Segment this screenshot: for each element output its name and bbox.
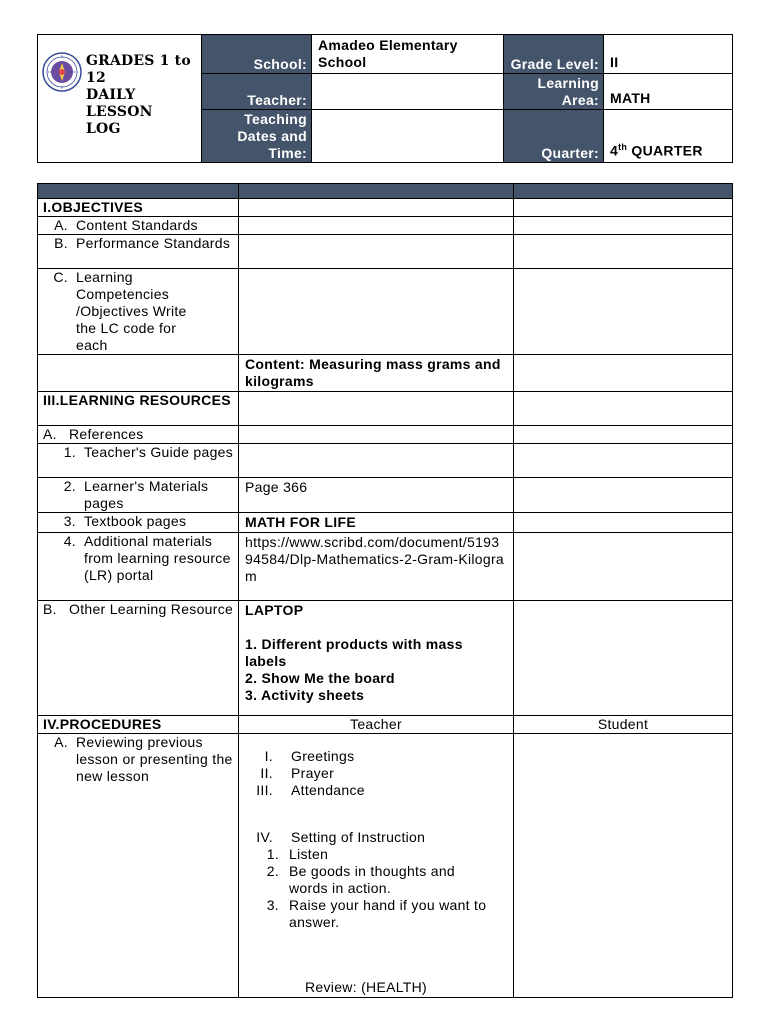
list-marker: B. (54, 235, 68, 251)
quarter-number: 4 (610, 143, 619, 159)
setting-of-instruction: Setting of Instruction (291, 829, 426, 845)
header-table (37, 34, 733, 163)
reviewing-lesson-label: Reviewing previous lesson or presenting the new lesson (76, 734, 233, 784)
list-marker: IV. (256, 829, 273, 845)
teaching-dates-label: Teaching Dates and Time: (202, 110, 312, 163)
list-marker: A. (54, 217, 68, 233)
list-marker: III. (256, 782, 273, 798)
teacher-value (312, 74, 504, 110)
resource-item: 3. Activity sheets (245, 687, 365, 703)
learning-resources-heading: III.LEARNING RESOURCES (38, 392, 239, 426)
school-value: Amadeo Elementary School (312, 35, 504, 74)
list-item: Prayer (291, 765, 335, 781)
list-marker: 2. (63, 478, 76, 494)
list-marker: A. (54, 734, 68, 750)
table-row (38, 269, 733, 355)
list-marker: 1. (266, 846, 279, 862)
table-row (38, 478, 733, 513)
content-standards-label: Content Standards (76, 217, 198, 233)
resource-item: 2. Show Me the board (245, 670, 395, 686)
table-row (38, 734, 733, 998)
list-marker: B. (43, 601, 57, 617)
learning-area-value: MATH (604, 74, 733, 110)
other-learning-resource-label: Other Learning Resource (69, 601, 234, 617)
list-marker: 1. (63, 444, 76, 460)
textbook-pages-label: Textbook pages (84, 513, 187, 529)
table-row (38, 601, 733, 716)
quarter-suffix: th (618, 142, 628, 153)
references-label: References (69, 426, 144, 442)
table-row (38, 533, 733, 601)
list-item: Greetings (291, 748, 355, 764)
logo-title-line3: LOG (86, 121, 121, 137)
lesson-log-table (37, 183, 733, 998)
review-label: Review: (HEALTH) (305, 979, 428, 995)
logo-title-line2: DAILY LESSON (86, 87, 153, 120)
logo-cell (38, 35, 202, 163)
list-item: Be goods in thoughts and words in action. (289, 863, 455, 896)
list-item: Raise your hand if you want to answer. (289, 897, 487, 930)
additional-materials-link[interactable]: https://www.scribd.com/document/519394584/Dlp-Mathematics-2-Gram-Kilogram (239, 533, 514, 601)
list-marker: 3. (63, 513, 76, 529)
table-row (38, 199, 733, 217)
learning-competencies-label: Learning Competencies /Objectives Write the LC code for each (76, 269, 187, 353)
teacher-label: Teacher: (202, 74, 312, 110)
other-learning-resource-value (239, 601, 514, 716)
table-row (38, 235, 733, 269)
learners-materials-label: Learner's Materials pages (84, 478, 209, 511)
quarter-word: QUARTER (631, 143, 703, 159)
list-marker: 2. (266, 863, 279, 879)
teacher-activity-cell (239, 734, 514, 998)
learners-materials-value: Page 366 (239, 478, 514, 513)
list-marker: 3. (266, 897, 279, 913)
list-item: Attendance (291, 782, 365, 798)
table-header-band (38, 184, 733, 199)
list-marker: 4. (63, 533, 76, 549)
school-label: School: (202, 35, 312, 74)
learning-area-label: Learning Area: (504, 74, 604, 110)
grade-level-value: II (604, 35, 733, 74)
quarter-label: Quarter: (504, 110, 604, 163)
procedures-heading: IV.PROCEDURES (38, 716, 239, 734)
content-topic: Content: Measuring mass grams and kilograms (239, 355, 514, 392)
list-marker: II. (260, 765, 273, 781)
list-marker: A. (43, 426, 57, 442)
teachers-guide-label: Teacher's Guide pages (84, 444, 234, 460)
additional-materials-label: Additional materials from learning resource (LR) portal (84, 533, 231, 583)
resource-item: 1. Different products with mass labels (245, 636, 463, 669)
student-column-header: Student (514, 716, 733, 734)
teachers-guide-value (239, 444, 514, 478)
list-item: Listen (289, 846, 329, 862)
list-marker: C. (53, 269, 68, 285)
table-row (38, 426, 733, 444)
table-row (38, 392, 733, 426)
grade-level-label: Grade Level: (504, 35, 604, 74)
quarter-value (604, 110, 733, 163)
teaching-dates-value (312, 110, 504, 163)
logo-title-line1: GRADES 1 to 12 (86, 53, 191, 86)
teacher-column-header: Teacher (239, 716, 514, 734)
deped-seal-icon (42, 52, 82, 92)
table-row (38, 513, 733, 533)
objectives-heading: I.OBJECTIVES (38, 199, 239, 217)
list-marker: I. (264, 748, 273, 764)
textbook-pages-value: MATH FOR LIFE (239, 513, 514, 533)
table-row (38, 355, 733, 392)
table-row (38, 217, 733, 235)
performance-standards-label: Performance Standards (76, 235, 231, 251)
resource-laptop: LAPTOP (245, 602, 304, 618)
table-row (38, 716, 733, 734)
table-row (38, 444, 733, 478)
student-activity-cell (514, 734, 733, 998)
